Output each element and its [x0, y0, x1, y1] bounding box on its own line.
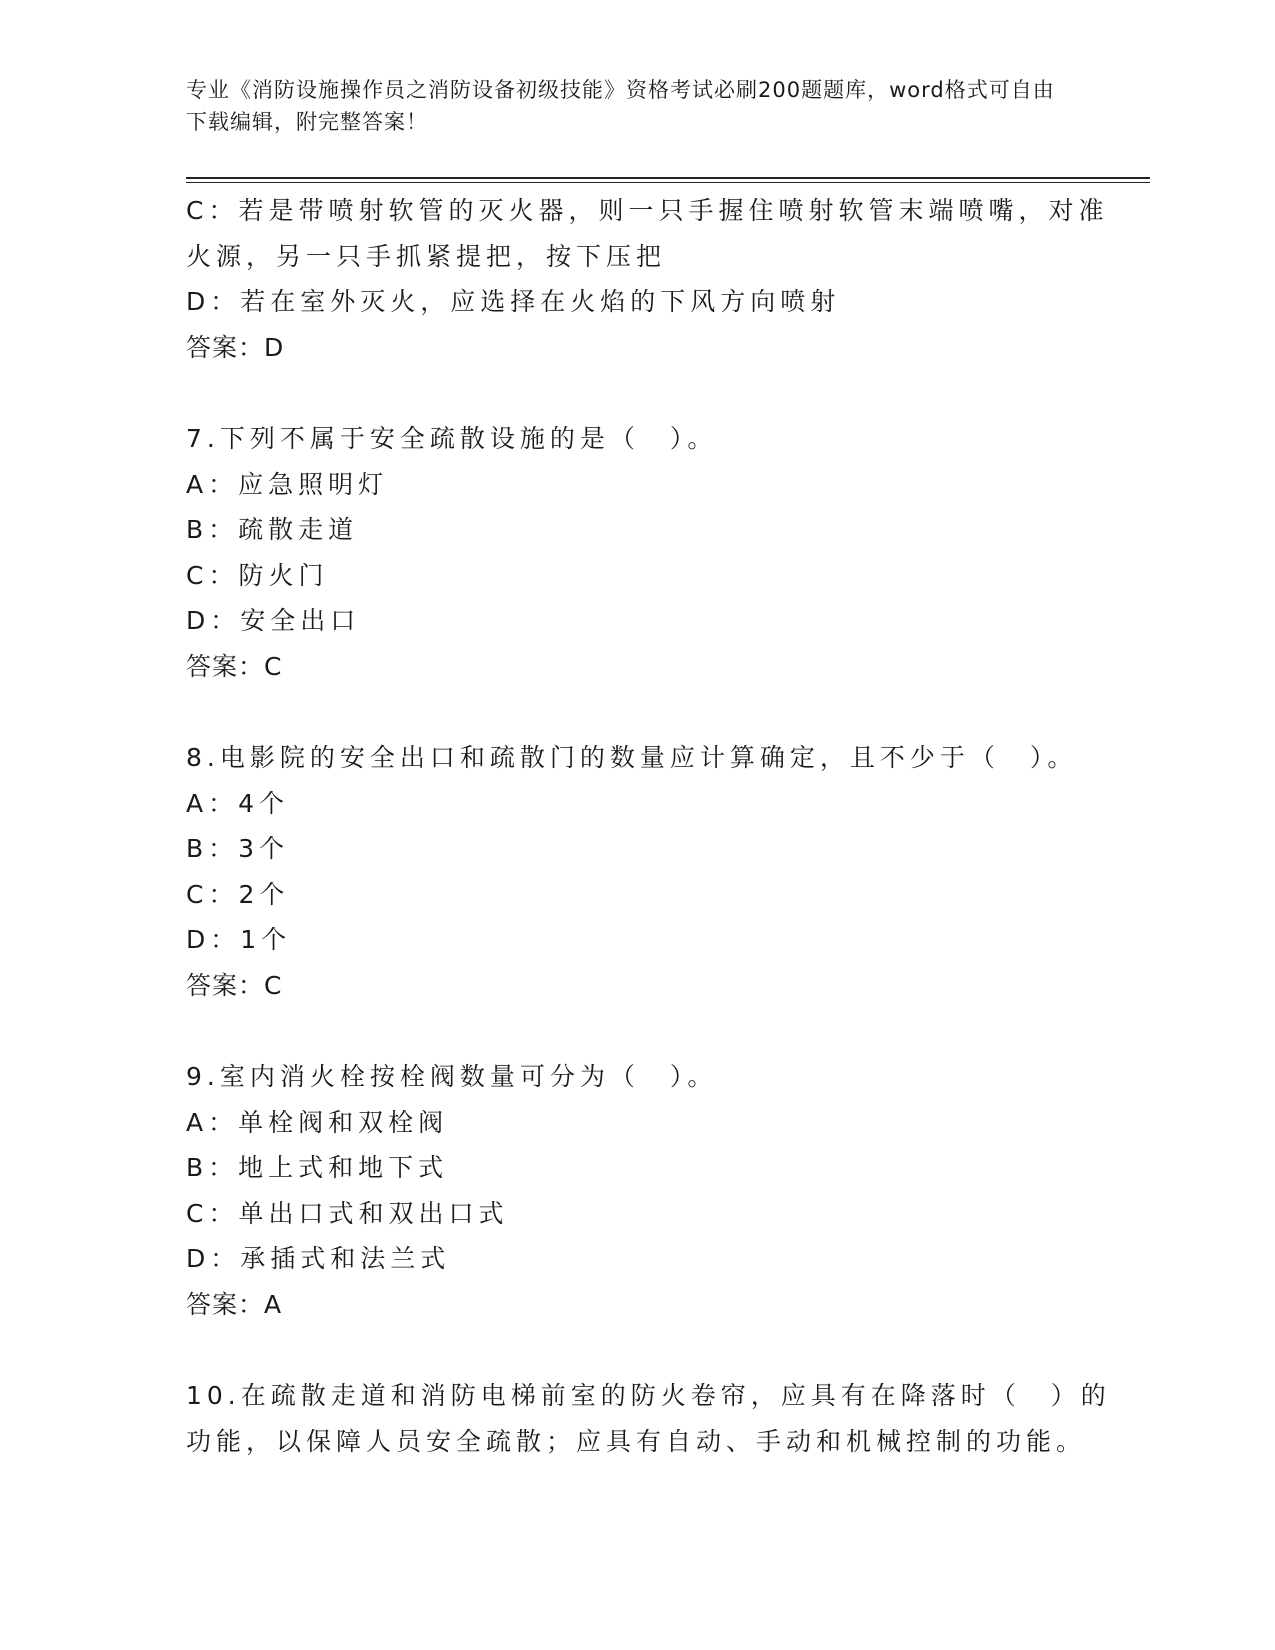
question-list	[186, 188, 1111, 1464]
question-9	[186, 1054, 1086, 1327]
option-c: C：若是带喷射软管的灭火器，则一只手握住喷射软管末端喷嘴，对准	[186, 196, 1109, 225]
option-c: C：2个	[186, 879, 290, 909]
option-d: D：1个	[186, 925, 292, 954]
option-d: D：若在室外灭火，应选择在火焰的下风方向喷射	[186, 287, 841, 316]
answer: 答案：A	[186, 1289, 283, 1319]
question-6-tail	[186, 188, 1109, 370]
option-b: B：3个	[186, 834, 290, 863]
question-text: 9.室内消火栓按栓阀数量可分为（ ）。	[186, 1062, 718, 1091]
document-header: 专业《消防设施操作员之消防设备初级技能》资格考试必刷200题题库，word格式可自由下载编辑，附完整答案！	[186, 78, 1055, 134]
question-text-continued: 功能，以保障人员安全疏散；应具有自动、手动和机械控制的功能。	[186, 1426, 1087, 1456]
option-d: D：安全出口	[186, 606, 361, 635]
question-7	[186, 416, 1086, 689]
question-8	[186, 735, 1086, 1008]
option-c: C：防火门	[186, 560, 329, 590]
question-text: 10.在疏散走道和消防电梯前室的防火卷帘，应具有在降落时（ ）的	[186, 1381, 1111, 1410]
option-d: D：承插式和法兰式	[186, 1244, 451, 1273]
answer: 答案：C	[186, 970, 283, 1000]
header-divider-thin	[186, 182, 1150, 183]
question-text: 8.电影院的安全出口和疏散门的数量应计算确定，且不少于（ ）。	[186, 743, 1078, 772]
answer: 答案：D	[186, 332, 285, 362]
option-a: A：单栓阀和双栓阀	[186, 1107, 449, 1137]
option-a: A：应急照明灯	[186, 469, 389, 499]
answer: 答案：C	[186, 651, 283, 681]
header-divider-thick	[186, 177, 1150, 179]
option-a: A：4个	[186, 788, 290, 818]
option-b: B：地上式和地下式	[186, 1153, 449, 1182]
option-b: B：疏散走道	[186, 515, 359, 544]
question-text: 7.下列不属于安全疏散设施的是（ ）。	[186, 424, 718, 453]
option-c: C：单出口式和双出口式	[186, 1198, 509, 1228]
question-10	[186, 1373, 1111, 1464]
option-c-continued: 火源，另一只手抓紧提把，按下压把	[186, 241, 667, 271]
